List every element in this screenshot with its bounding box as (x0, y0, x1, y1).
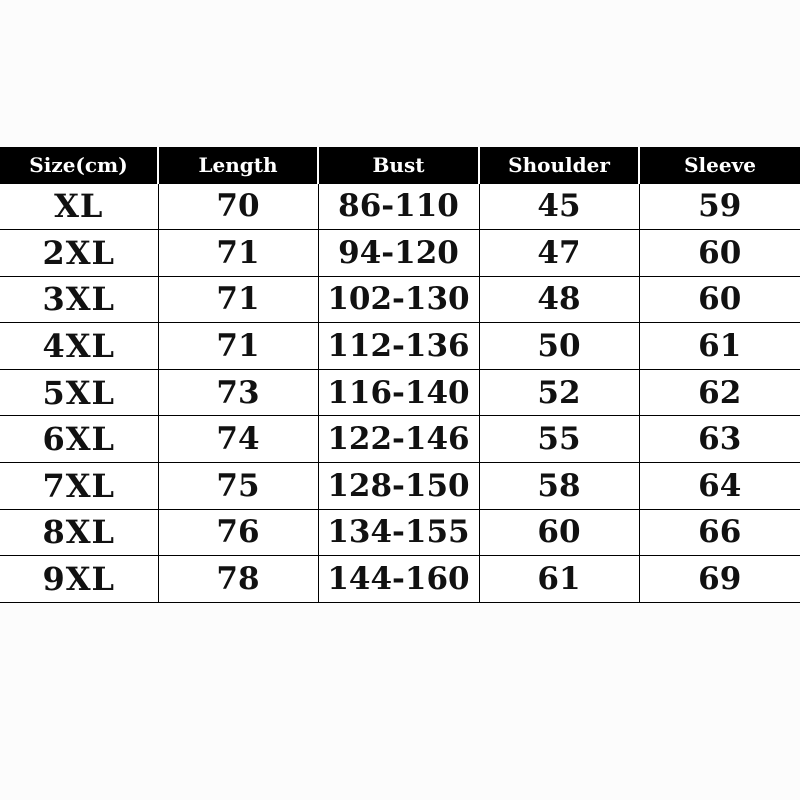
sleeve-cell: 59 (639, 183, 800, 230)
header-bust: Bust (318, 147, 479, 183)
bust-cell: 112-136 (318, 323, 479, 370)
shoulder-cell: 47 (479, 230, 639, 277)
header-sleeve: Sleeve (639, 147, 800, 183)
shoulder-cell: 52 (479, 369, 639, 416)
size-chart-table (0, 147, 800, 603)
length-cell: 73 (158, 369, 318, 416)
table-row (0, 369, 800, 416)
size-cell: 2XL (0, 230, 158, 277)
table-row (0, 230, 800, 277)
header-shoulder: Shoulder (479, 147, 639, 183)
size-cell: 7XL (0, 463, 158, 510)
sleeve-cell: 63 (639, 416, 800, 463)
header-row (0, 147, 800, 183)
size-cell: 4XL (0, 323, 158, 370)
length-cell: 71 (158, 230, 318, 277)
table-row (0, 509, 800, 556)
bust-cell: 102-130 (318, 276, 479, 323)
length-cell: 71 (158, 323, 318, 370)
length-cell: 78 (158, 556, 318, 603)
size-cell: XL (0, 183, 158, 230)
table-row (0, 556, 800, 603)
sleeve-cell: 61 (639, 323, 800, 370)
table-row (0, 183, 800, 230)
length-cell: 71 (158, 276, 318, 323)
length-cell: 76 (158, 509, 318, 556)
size-cell: 5XL (0, 369, 158, 416)
size-cell: 8XL (0, 509, 158, 556)
bust-cell: 116-140 (318, 369, 479, 416)
length-cell: 74 (158, 416, 318, 463)
size-cell: 9XL (0, 556, 158, 603)
bust-cell: 134-155 (318, 509, 479, 556)
size-cell: 6XL (0, 416, 158, 463)
length-cell: 75 (158, 463, 318, 510)
bust-cell: 86-110 (318, 183, 479, 230)
bust-cell: 128-150 (318, 463, 479, 510)
header-length: Length (158, 147, 318, 183)
table-row (0, 323, 800, 370)
sleeve-cell: 69 (639, 556, 800, 603)
shoulder-cell: 60 (479, 509, 639, 556)
table-row (0, 276, 800, 323)
shoulder-cell: 55 (479, 416, 639, 463)
bust-cell: 122-146 (318, 416, 479, 463)
shoulder-cell: 61 (479, 556, 639, 603)
sleeve-cell: 60 (639, 230, 800, 277)
sleeve-cell: 64 (639, 463, 800, 510)
sleeve-cell: 66 (639, 509, 800, 556)
shoulder-cell: 50 (479, 323, 639, 370)
header-size: Size(cm) (0, 147, 158, 183)
length-cell: 70 (158, 183, 318, 230)
bust-cell: 144-160 (318, 556, 479, 603)
shoulder-cell: 45 (479, 183, 639, 230)
bust-cell: 94-120 (318, 230, 479, 277)
table-row (0, 463, 800, 510)
table-row (0, 416, 800, 463)
shoulder-cell: 58 (479, 463, 639, 510)
size-cell: 3XL (0, 276, 158, 323)
sleeve-cell: 60 (639, 276, 800, 323)
shoulder-cell: 48 (479, 276, 639, 323)
sleeve-cell: 62 (639, 369, 800, 416)
